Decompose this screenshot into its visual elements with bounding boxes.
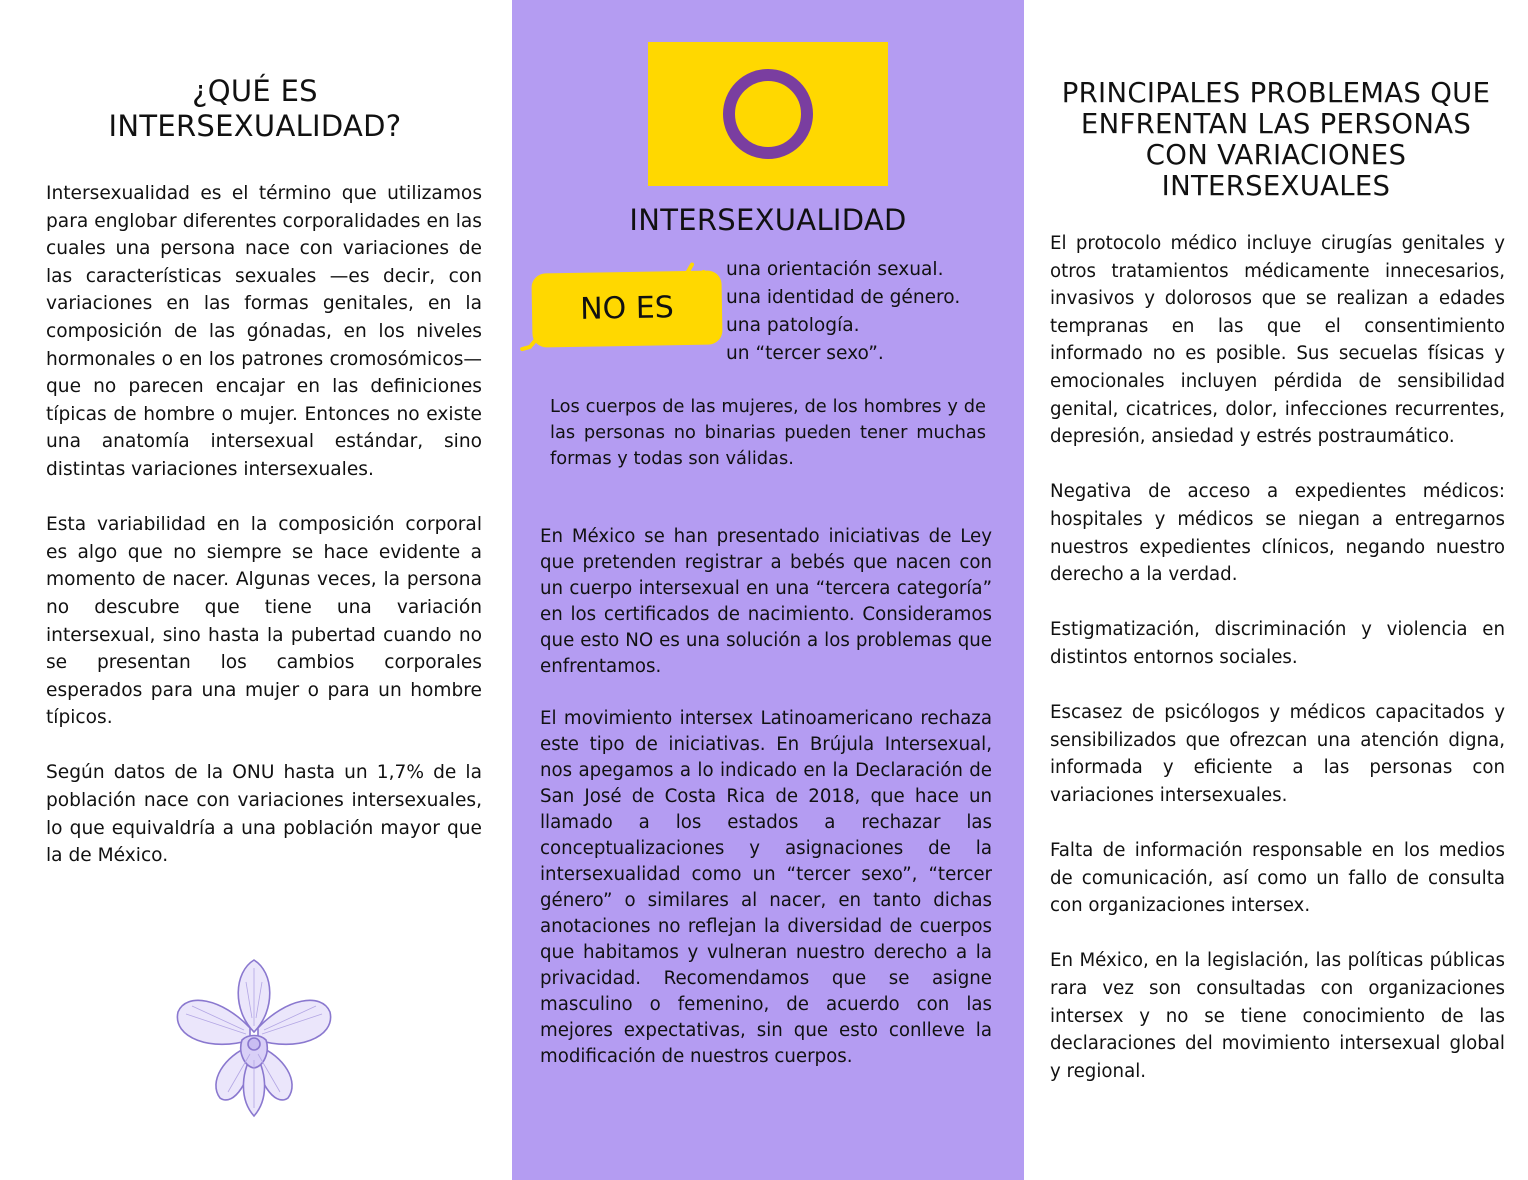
left-paragraph: Según datos de la ONU hasta un 1,7% de la población nace con variaciones intersexuales, lo que equivaldría a una población mayor que la de México. bbox=[46, 762, 482, 867]
left-paragraph: Esta variabilidad en la composición corporal es algo que no siempre se hace evidente a momento de nacer. Algunas veces, la persona no descubre que tiene una variación intersexual, sino hasta la pubertad cuando no se presentan los cambios corporales esperados para una mujer o para un hombre típicos. bbox=[46, 514, 482, 729]
middle-paragraph: En México se han presentado iniciativas de Ley que pretenden registrar a bebés que nacen con un cuerpo intersexual en una “tercera categoría” en los certificados de nacimiento. Consideramos que esto NO es una solución a los problemas que enfrentamos. bbox=[540, 526, 992, 677]
bodies-quote: Los cuerpos de las mujeres, de los hombres y de las personas no binarias pueden tener muchas formas y todas son válidas. bbox=[550, 396, 986, 469]
middle-paragraph: El movimiento intersex Latinoamericano rechaza este tipo de iniciativas. En Brújula Intersexual, nos apegamos a lo indicado en la Declaración de San José de Costa Rica de 2018, que hace un llamado a los estados a rechazar las conceptualizaciones y asignaciones de la intersexualidad como un “tercer sexo”, “tercer género” o similares al nacer, en tanto dichas anotaciones no reflejan la diversidad de cuerpos que habitamos y vulneran nuestro derecho a la privacidad. Recomendamos que se asigne masculino o femenino, de acuerdo con las mejores expectativas, sin que esto conlleve la modificación de nuestros cuerpos. bbox=[540, 708, 992, 1067]
left-title-line-1: ¿QUÉ ES bbox=[192, 74, 318, 108]
right-paragraph: Estigmatización, discriminación y violencia en distintos entornos sociales. bbox=[1050, 619, 1505, 668]
no-es-badge bbox=[531, 270, 722, 347]
right-title-line-2: ENFRENTAN LAS PERSONAS bbox=[1080, 108, 1472, 140]
right-paragraph: En México, en la legislación, las políticas públicas rara vez son consultadas con organizaciones intersex y no se tiene conocimiento de las declaraciones del movimiento intersexual global y regional. bbox=[1050, 950, 1505, 1082]
right-paragraph: Escasez de psicólogos y médicos capacitados y sensibilizados que ofrezcan una atención digna, informada y eficiente a las personas con variaciones intersexuales. bbox=[1050, 702, 1505, 806]
right-body bbox=[1050, 230, 1505, 1113]
not-list bbox=[726, 256, 960, 368]
left-body bbox=[46, 180, 482, 897]
right-paragraph: Negativa de acceso a expedientes médicos: hospitales y médicos se niegan a entregarnos nuestros expedientes clínicos, negando nuestro derecho a la verdad. bbox=[1050, 481, 1505, 586]
middle-body bbox=[540, 524, 992, 1096]
right-title bbox=[1036, 78, 1516, 202]
flag-ring bbox=[723, 69, 813, 159]
left-panel bbox=[0, 0, 512, 1180]
no-es-label: NO ES bbox=[579, 290, 675, 327]
not-list-item: un “tercer sexo”. bbox=[726, 343, 884, 364]
left-title-line-2: INTERSEXUALIDAD? bbox=[108, 109, 402, 143]
not-list-item: una patología. bbox=[726, 315, 860, 336]
right-title-line-1: PRINCIPALES PROBLEMAS QUE bbox=[1061, 77, 1491, 109]
right-paragraph: Falta de información responsable en los medios de comunicación, así como un fallo de consulta con organizaciones intersex. bbox=[1050, 840, 1505, 917]
left-title bbox=[20, 74, 490, 144]
middle-panel bbox=[512, 0, 1024, 1180]
middle-title: INTERSEXUALIDAD bbox=[629, 203, 907, 237]
right-paragraph: El protocolo médico incluye cirugías genitales y otros tratamientos médicamente innecesarios, invasivos y dolorosos que se realizan a edades tempranas en las que el consentimiento informado no es posible. Sus secuelas físicas y emocionales incluyen pérdida de sensibilidad genital, cicatrices, dolor, infecciones recurrentes, depresión, ansiedad y estrés postraumático. bbox=[1050, 233, 1505, 448]
right-title-line-3: CON VARIACIONES bbox=[1145, 139, 1407, 171]
right-title-line-4: INTERSEXUALES bbox=[1161, 170, 1391, 202]
left-paragraph: Intersexualidad es el término que utilizamos para englobar diferentes corporalidades en las cuales una persona nace con variaciones de las características sexuales —es decir, con variaciones en las formas genitales, en la composición de las gónadas, en los niveles hormonales o en los patrones cromosómicos— que no parecen encajar en las definiciones típicas de hombre o mujer. Entonces no existe una anatomía intersexual estándar, sino distintas variaciones intersexuales. bbox=[46, 183, 482, 480]
orchid-flower-icon bbox=[172, 948, 336, 1124]
not-list-item: una orientación sexual. bbox=[726, 259, 944, 280]
not-list-item: una identidad de género. bbox=[726, 287, 961, 308]
intersex-flag-icon bbox=[648, 42, 888, 186]
right-panel bbox=[1024, 0, 1528, 1180]
spark-decoration bbox=[520, 345, 533, 352]
